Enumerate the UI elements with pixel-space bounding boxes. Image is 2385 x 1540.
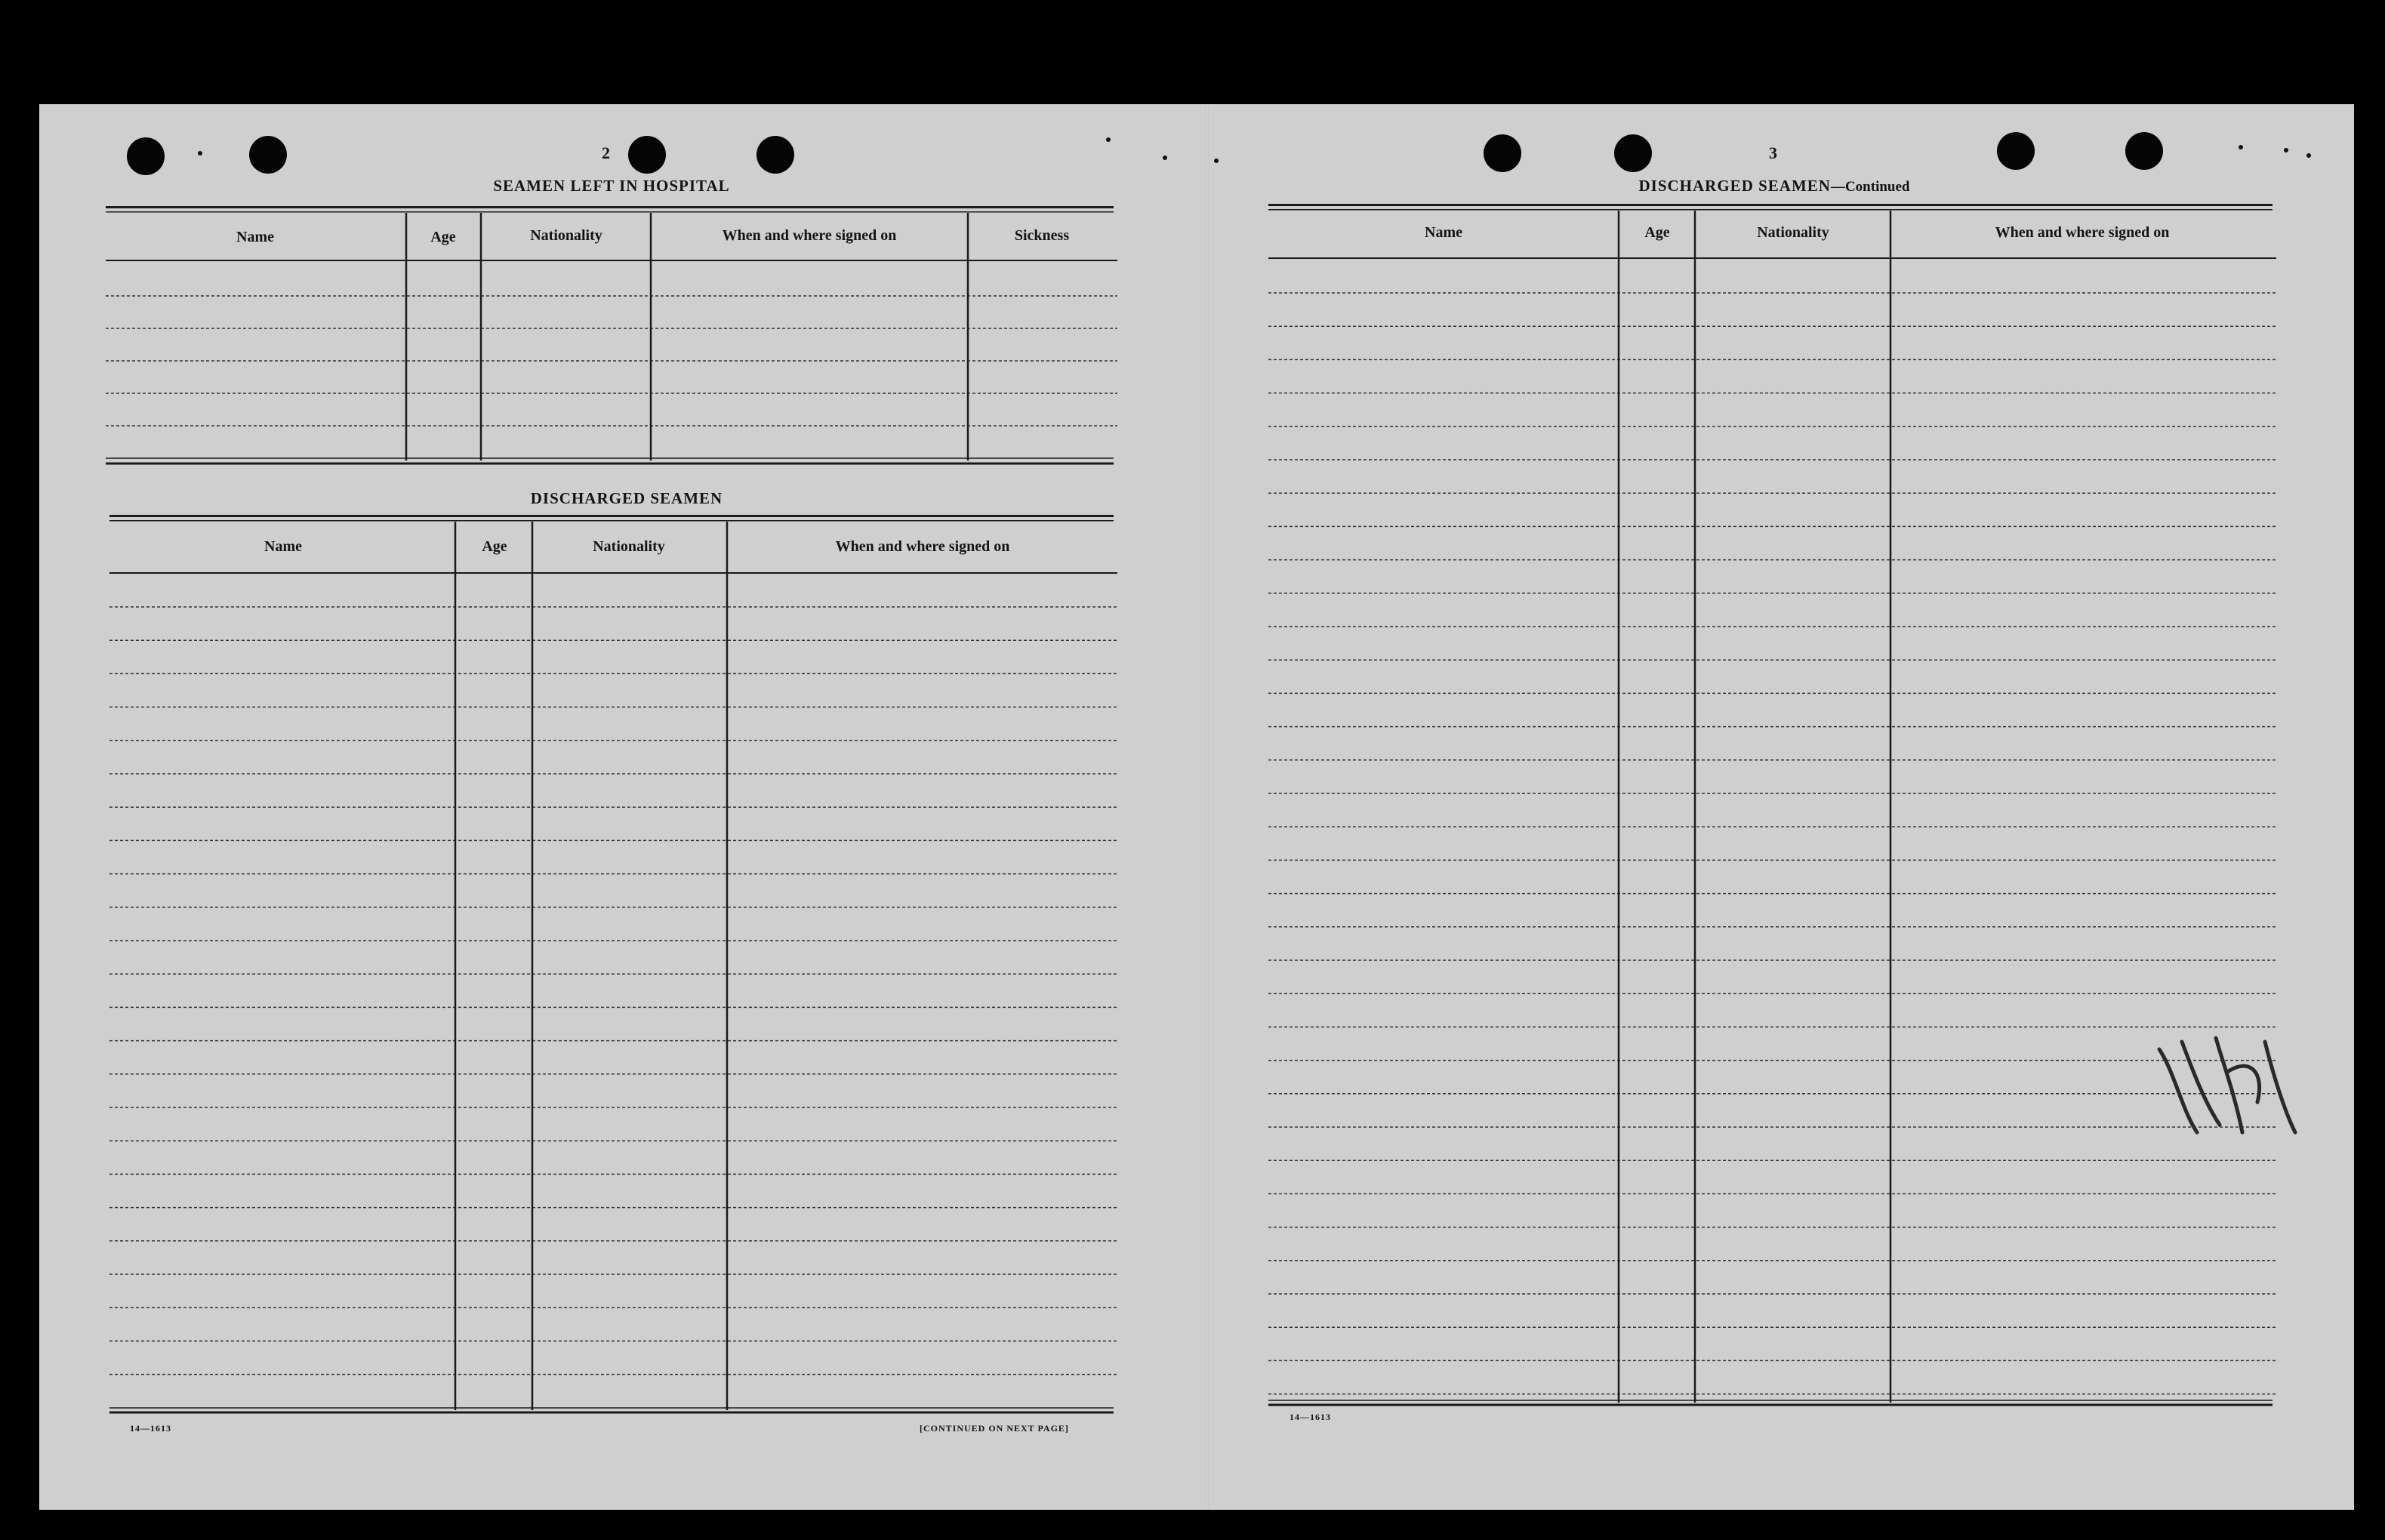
discharged-section-title: DISCHARGED SEAMEN: [530, 489, 723, 507]
speck: [1214, 159, 1219, 163]
punch-hole: [127, 137, 165, 175]
hospital-section-title: SEAMEN LEFT IN HOSPITAL: [493, 177, 730, 195]
page-number-left: 2: [602, 143, 611, 162]
punch-hole: [1997, 132, 2035, 170]
discharged-continued-table-column-dividers: [1619, 211, 1890, 1403]
hospital-table: [106, 204, 1117, 468]
speck: [1163, 156, 1167, 160]
punch-hole: [2125, 132, 2163, 170]
column-header-age: Age: [430, 229, 456, 245]
column-header-name: Name: [264, 538, 302, 555]
handwritten-initials: [2152, 1027, 2303, 1147]
column-header-name: Name: [1425, 224, 1462, 241]
discharged-continued-table: [1268, 204, 2276, 1412]
discharged-table-rules: [109, 607, 1117, 1375]
speck: [2284, 148, 2288, 152]
punch-hole: [756, 136, 794, 174]
punch-hole: [1614, 134, 1652, 172]
punch-hole: [1484, 134, 1521, 172]
discharged-table: [109, 515, 1117, 1415]
column-header-nationality: Nationality: [530, 227, 602, 244]
speck: [2239, 145, 2243, 149]
hospital-table-column-dividers: [406, 213, 968, 460]
column-header-age: Age: [482, 538, 507, 555]
discharged-continued-title-main: DISCHARGED SEAMEN: [1638, 177, 1831, 195]
continued-note: [CONTINUED ON NEXT PAGE]: [920, 1423, 1069, 1434]
form-number-left: 14—1613: [130, 1423, 171, 1434]
speck: [2306, 153, 2311, 158]
hospital-table-rules: [106, 296, 1117, 426]
column-header-age: Age: [1644, 224, 1670, 241]
discharged-continued-table-rules: [1268, 293, 2276, 1394]
column-header-signed-on: When and where signed on: [835, 538, 1010, 555]
speck: [1106, 137, 1111, 142]
discharged-table-column-dividers: [455, 522, 727, 1410]
column-header-name: Name: [236, 229, 274, 245]
speck: [198, 151, 202, 156]
form-number-right: 14—1613: [1290, 1412, 1331, 1422]
punch-hole: [628, 136, 666, 174]
page-number-right: 3: [1769, 143, 1778, 162]
discharged-continued-title-suffix: —Continued: [1830, 179, 1910, 195]
page-fold: [1206, 104, 1209, 1510]
column-header-nationality: Nationality: [1757, 224, 1829, 241]
column-header-sickness: Sickness: [1014, 227, 1070, 244]
column-header-signed-on: When and where signed on: [722, 227, 897, 244]
column-header-signed-on: When and where signed on: [1995, 224, 2170, 241]
column-header-nationality: Nationality: [593, 538, 665, 555]
discharged-continued-title: [1585, 177, 1963, 196]
punch-hole: [249, 136, 287, 174]
